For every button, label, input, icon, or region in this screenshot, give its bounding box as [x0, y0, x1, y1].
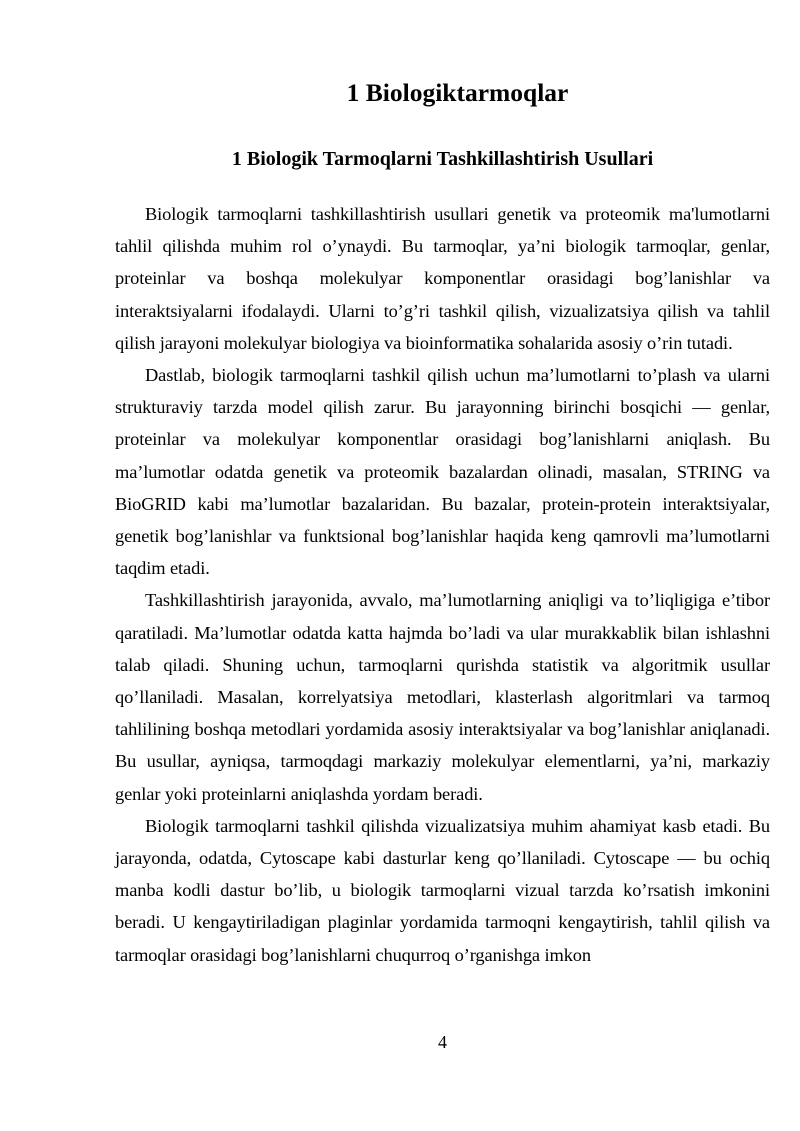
page-number: 4: [438, 1032, 447, 1052]
chapter-title: 1 Biologiktarmoqlar: [346, 78, 569, 107]
paragraph: Dastlab, biologik tarmoqlarni tashkil qilish uchun ma’lumotlarni to’plash va ularni strukturaviy tarzda model qilish zarur. Bu jarayonning birinchi bosqichi — genlar, proteinlar va molekulyar komponentlar orasidagi bog’lanishlarni aniqlash. Bu ma’lumotlar odatda genetik va proteomik bazalardan olinadi, masalan, STRING va BioGRID kabi ma’lumotlar bazalaridan. Bu bazalar, protein-protein interaktsiyalar, genetik bog’lanishlar va funktsional bog’lanishlar haqida keng qamrovli ma’lumotlarni taqdim etadi.: [115, 365, 770, 579]
paragraph: Tashkillashtirish jarayonida, avvalo, ma’lumotlarning aniqligi va to’liqligiga e’tibor qaratiladi. Ma’lumotlar odatda katta hajmda bo’ladi va ular murakkablik bilan ishlashni talab qiladi. Shuning uchun, tarmoqlarni qurishda statistik va algoritmik usullar qo’llaniladi. Masalan, korrelyatsiya metodlari, klasterlash algoritmlari va tarmoq tahlilining boshqa metodlari yordamida asosiy interaktsiyalar va bog’lanishlar aniqlanadi. Bu usullar, ayniqsa, tarmoqdagi markaziy molekulyar elementlarni, ya’ni, markaziy genlar yoki proteinlarni aniqlashda yordam beradi.: [115, 590, 770, 804]
body-text: [115, 198, 770, 971]
paragraph: Biologik tarmoqlarni tashkillashtirish usullari genetik va proteomik ma'lumotlarni tahlil qilishda muhim rol o’ynaydi. Bu tarmoqlar, ya’ni biologik tarmoqlar, genlar, proteinlar va boshqa molekulyar komponentlar orasidagi bog’lanishlar va interaktsiyalarni ifodalaydi. Ularni to’g’ri tashkil qilish, vizualizatsiya qilish va tahlil qilish jarayoni molekulyar biologiya va bioinformatika sohalarida asosiy o’rin tutadi.: [115, 204, 770, 353]
section-title: 1 Biologik Tarmoqlarni Tashkillashtirish Usullari: [231, 148, 654, 170]
paragraph: Biologik tarmoqlarni tashkil qilishda vizualizatsiya muhim ahamiyat kasb etadi. Bu jarayonda, odatda, Cytoscape kabi dasturlar keng qo’llaniladi. Cytoscape — bu ochiq manba kodli dastur bo’lib, u biologik tarmoqlarni vizual tarzda ko’rsatish imkonini beradi. U kengaytiriladigan plaginlar yordamida tarmoqni kengaytirish, tahlil qilish va tarmoqlar orasidagi bog’lanishlarni chuqurroq o’rganishga imkon: [115, 815, 770, 965]
